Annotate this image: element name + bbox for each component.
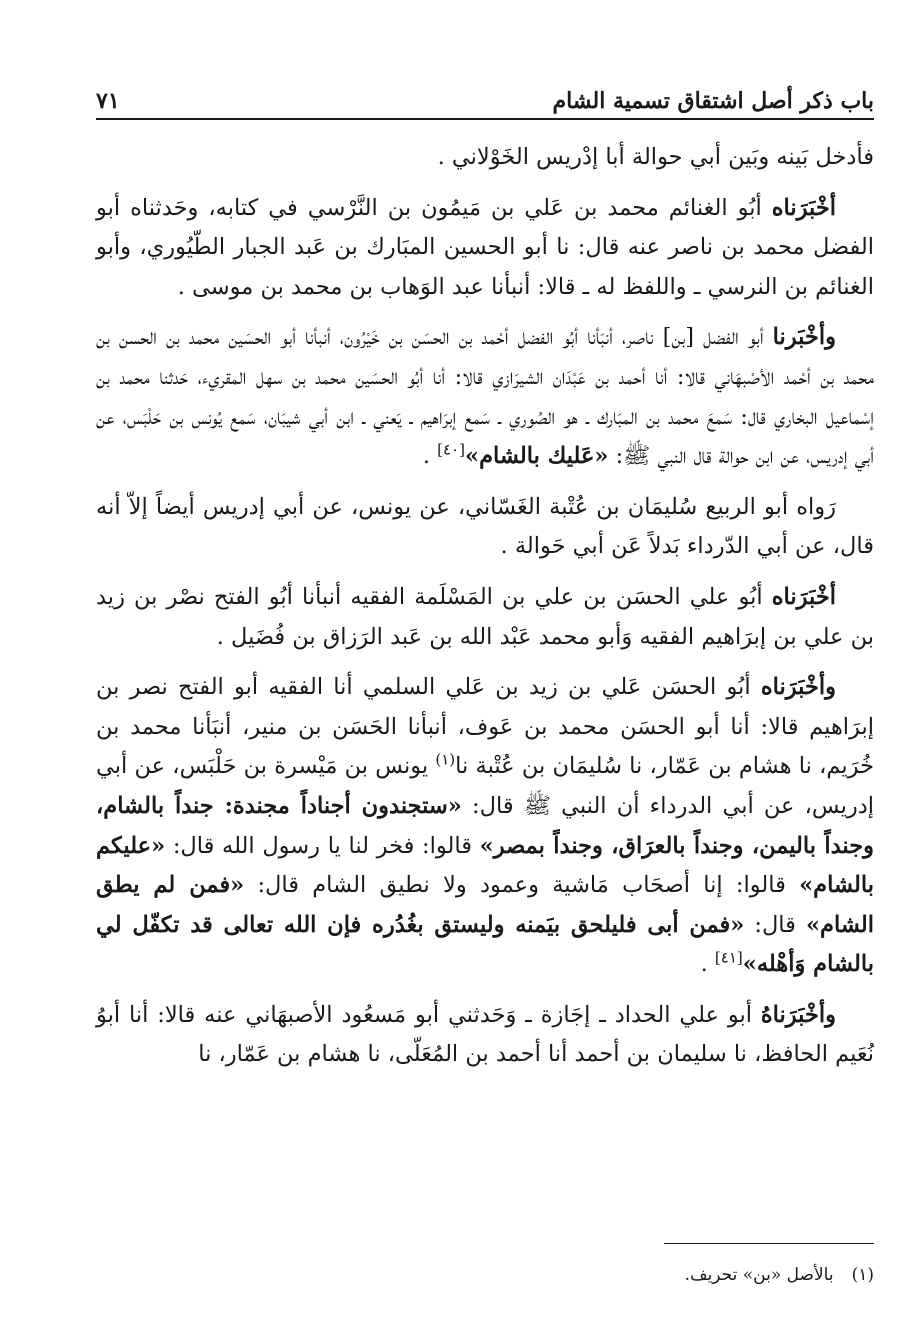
paragraph (96, 578, 874, 657)
paragraph-lead-word: وأخْبَرنا (772, 324, 836, 351)
running-title: باب ذكر أصل اشتقاق تسمية الشام (552, 88, 874, 114)
text-segment: أبُو الغنائم محمد بن عَلي بن مَيمُون بن النَّرْسي في كتابه، وحَدثناه أبو الفضل محمد بن ناصر عنه قال: نا أبو الحسين المبَارك بن عَبد الجبار الطّيُوري، وأبو الغنائم بن النرسي ـ واللفظ له ـ قالا: أنبأنا عبد الوَهاب بن محمد بن موسى . (96, 194, 874, 300)
text-segment: قالوا: إنا أصحَاب مَاشية وعمود ولا نطيق الشام قال: (244, 872, 800, 899)
paragraph (96, 138, 874, 178)
page-header (96, 72, 874, 120)
text-segment: . (700, 951, 715, 978)
text-segment: رَواه أبو الربيع سُليمَان بن عُتْبة الغَسّاني، عن يونس، عن أبي إدريس أيضاً إلاّ أنه قال، عن أبي الدّرداء بَدلاً عَن أبي حَوالة . (96, 493, 874, 560)
paragraph (96, 996, 874, 1075)
reference-marker: (١) (435, 750, 456, 769)
footnote-number: (١) (851, 1265, 874, 1285)
paragraph-lead-word: وأخْبَرَناه (760, 674, 836, 701)
paragraph-lead-word: أخْبَرَناه (771, 583, 836, 610)
page-number: ٧١ (96, 88, 120, 114)
footnotes (96, 1262, 874, 1288)
hadith-quote: «عليكم بالشام» (96, 832, 874, 899)
hadith-quote: «فمن أبى فليلحق بيَمنه وليستق بغُدُره فإن الله تعالى قد تكفّل لي بالشام وَأهْله» (96, 911, 874, 978)
paragraph (96, 318, 874, 476)
hadith-quote: «ستجندون أجناداً مجندة: جنداً بالشام، وجنداً باليمن، وجنداً بالعرَاق، وجنداً بمصر» (96, 792, 874, 859)
hadith-quote: «عَليك بالشام» (465, 443, 609, 470)
reference-marker: [٤١] (714, 948, 743, 967)
text-segment: فأدخل بَينه وبَين أبي حوالة أبا إدْريس الخَوْلاني . (437, 144, 874, 170)
hadith-quote: «فمن لم يطق الشام» (96, 872, 874, 938)
paragraph (96, 668, 874, 985)
footnote-divider (664, 1243, 874, 1244)
paragraph (96, 488, 874, 567)
text-segment: قالوا: فخر لنا يا رسول الله قال: (165, 832, 480, 859)
text-segment: أبُو علي الحسَن بن علي بن المَسْلَمة الفقيه أنبأنا أبُو الفتح نصْر بن زيد بن علي بن إبرَاهيم الفقيه وَأبو محمد عَبْد الله بن عَبد الرَزاق بن فُضَيل . (96, 583, 874, 650)
text-segment: قال: (744, 911, 806, 938)
footnote-text: بالأصل «بن» تحريف. (684, 1265, 834, 1285)
paragraph (96, 189, 874, 308)
text-segment: أبُو الحسَن عَلي بن زيد بن عَلي السلمي أنا الفقيه أبو الفتح نصر بن إبرَاهيم قالا: أنا أبو الحسَن محمد بن عَوف، أنبأنا الحَسَن بن منير، أنبَأنا محمد بن خُرَيم، نا هشام بن عَمّار، نا سُليمَان بن عُتْبة نا (96, 674, 874, 780)
text-segment: أبو الفضل [بن] ناصر، أنبَأنا أبُو الفضل أحْمد بن الحسَن بن خَيْرُون، أنبأنا أبو الحسَين محمد بن الحسن بن محمد بن أحْمد الأصْبهَاني قالا: أنا أحمد بن عَبْدَان الشيرَازي قالا: أنا أبُو الحسَين محمد بن سهل المقريء، حَدثنا محمد بن إسْماعيل البخاري قال: سَمعَ محمد بن المبَارك ـ هو الصُوري ـ سَمع إبرَاهيم ـ يَعني ـ ابن أبي شيبَان، سَمع يُونس بن حَلْبَس، عن أبي إدريس، عن ابن حوالة قال النبي ﷺ: (96, 324, 874, 470)
footnote (96, 1262, 874, 1288)
paragraph-lead-word: وأخْبَرَناهُ (760, 1001, 836, 1028)
paragraph-lead-word: أخْبَرَناه (771, 194, 836, 221)
main-text (96, 138, 874, 1086)
text-segment: يونس بن مَيْسرة بن حَلْبَس، عن أبي إدريس، عن أبي الدرداء أن النبي ﷺ قال: (96, 753, 875, 819)
reference-marker: [٤٠] (437, 440, 466, 459)
text-segment: . (422, 443, 438, 470)
text-segment: أبو علي الحداد ـ إجَازة ـ وَحَدثني أبو مَسعُود الأصبهَاني عنه قالا: أنا أبوُ نُعَيم الحافظ، نا سليمان بن أحمد أنا أحمد بن المُعَلّى، نا هشام بن عَمّار، نا (96, 1001, 874, 1068)
